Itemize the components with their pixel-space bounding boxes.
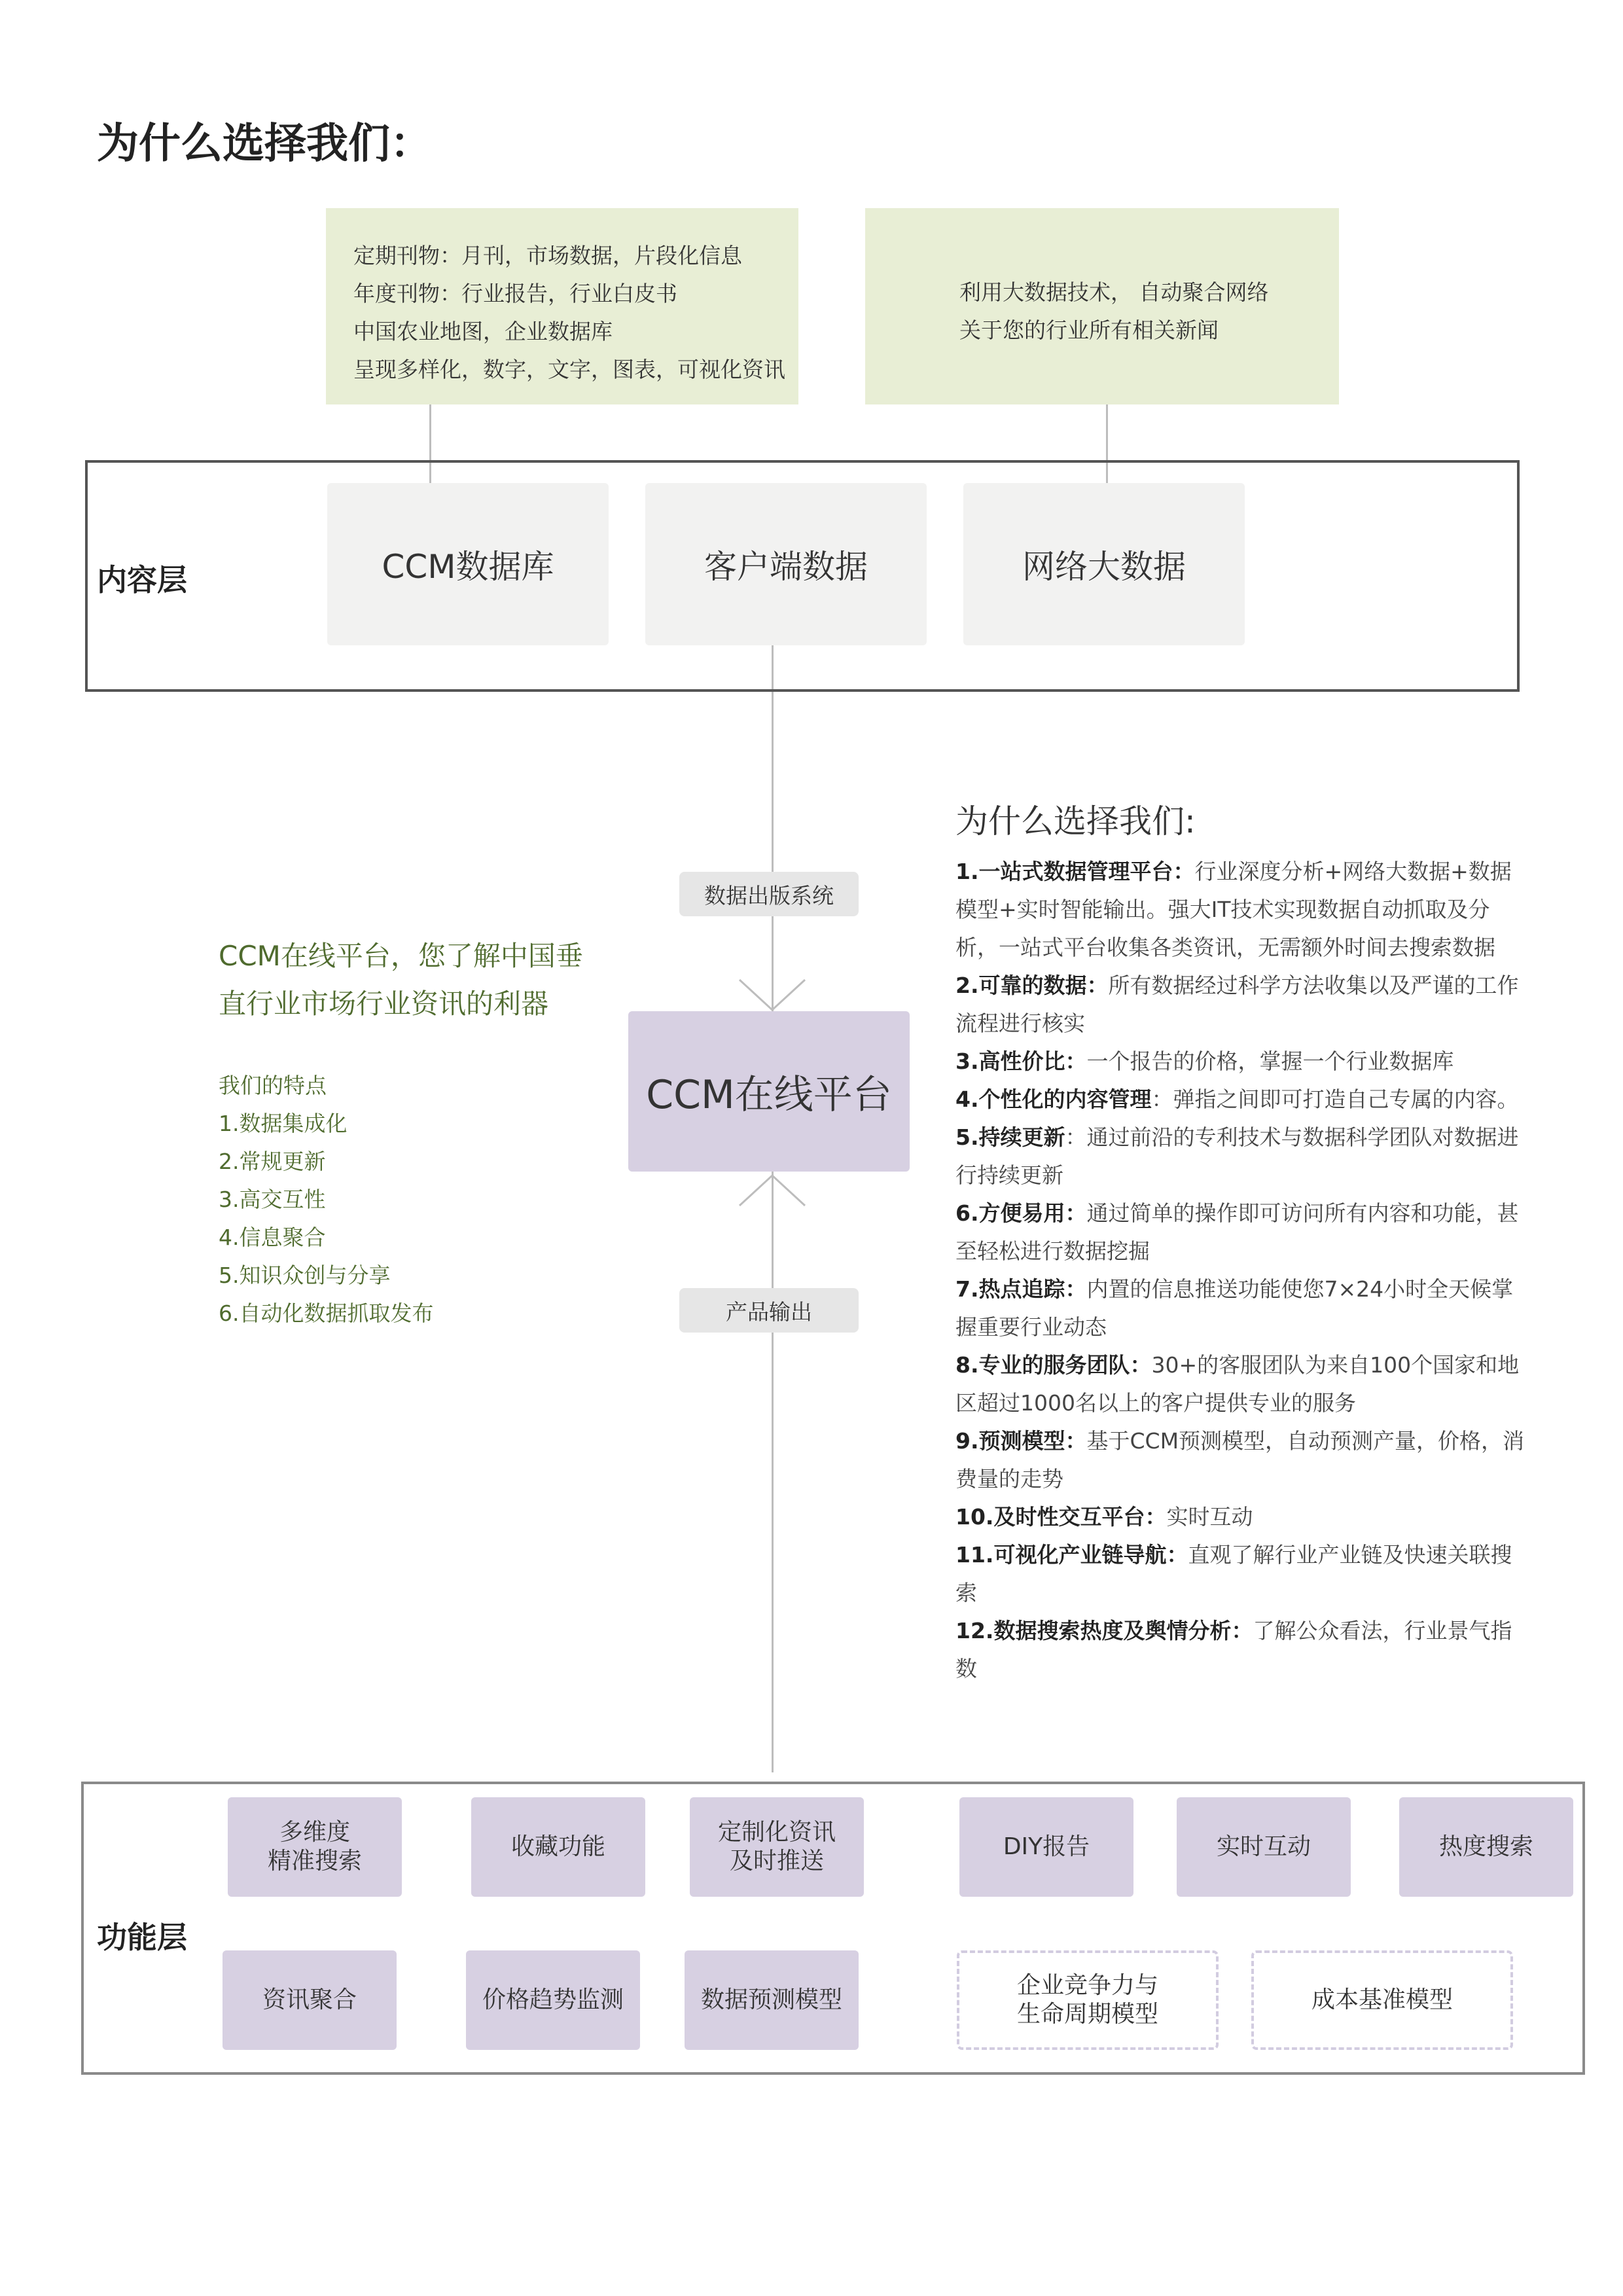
function-box-hot-search: 热度搜索: [1399, 1797, 1573, 1897]
why-item: 4.个性化的内容管理：弹指之间即可打造自己专属的内容。: [955, 1086, 1519, 1112]
function-box-realtime-interaction: 实时互动: [1177, 1797, 1351, 1897]
product-output-pill: 产品输出: [679, 1288, 859, 1333]
connector-line: [772, 645, 774, 1772]
function-box-news-aggregation: 资讯聚合: [223, 1950, 397, 2050]
feature-item: 1.数据集成化: [219, 1111, 348, 1136]
why-item: 12.数据搜索热度及舆情分析：了解公众看法，行业景气指数: [955, 1618, 1512, 1681]
why-item: 2.可靠的数据：所有数据经过科学方法收集以及严谨的工作流程进行核实: [955, 973, 1519, 1036]
content-layer-label: 内容层: [97, 562, 187, 598]
feature-item: 6.自动化数据抓取发布: [219, 1300, 434, 1326]
function-box-multi-search: 多维度 精准搜索: [228, 1797, 402, 1897]
publishing-system-pill: 数据出版系统: [679, 872, 859, 916]
function-box-favorites: 收藏功能: [471, 1797, 645, 1897]
big-data-source-box: [865, 208, 1339, 404]
function-box-competitiveness-model: 企业竞争力与 生命周期模型: [957, 1950, 1219, 2050]
network-big-data-card: 网络大数据: [963, 483, 1245, 645]
function-box-forecast-model: 数据预测模型: [685, 1950, 859, 2050]
source-line: 年度刊物：行业报告，行业白皮书: [353, 281, 677, 306]
why-item: 3.高性价比：一个报告的价格，掌握一个行业数据库: [955, 1049, 1454, 1074]
chevron-down-icon: [738, 978, 806, 1013]
features-title: 我们的特点: [219, 1073, 327, 1098]
ccm-online-platform-box: CCM在线平台: [628, 1011, 910, 1172]
periodicals-source-box: [326, 208, 798, 404]
page-title: 为什么选择我们：: [97, 120, 432, 168]
function-box-custom-push: 定制化资讯 及时推送: [690, 1797, 864, 1897]
function-box-price-trend: 价格趋势监测: [466, 1950, 640, 2050]
source-line: 中国农业地图，企业数据库: [353, 319, 613, 344]
why-item: 7.热点追踪：内置的信息推送功能使您7×24小时全天候掌握重要行业动态: [955, 1276, 1514, 1340]
why-item: 11.可视化产业链导航：直观了解行业产业链及快速关联搜索: [955, 1542, 1512, 1605]
feature-item: 2.常规更新: [219, 1149, 326, 1174]
intro-block: [219, 932, 583, 1028]
why-title: 为什么选择我们:: [955, 802, 1196, 840]
feature-item: 5.知识众创与分享: [219, 1263, 391, 1288]
source-line: 利用大数据技术， 自动聚合网络: [959, 279, 1269, 305]
client-data-card: 客户端数据: [645, 483, 927, 645]
why-item: 10.及时性交互平台：实时互动: [955, 1504, 1253, 1530]
why-item: 6.方便易用：通过简单的操作即可访问所有内容和功能，甚至轻松进行数据挖掘: [955, 1200, 1519, 1264]
chevron-up-icon: [738, 1173, 806, 1207]
why-item: 8.专业的服务团队：30+的客服团队为来自100个国家和地区超过1000名以上的客户提供专业的服务: [955, 1352, 1520, 1416]
function-box-diy-report: DIY报告: [959, 1797, 1133, 1897]
why-item: 1.一站式数据管理平台：行业深度分析+网络大数据+数据模型+实时智能输出。强大IT技术实现数据自动抓取及分析，一站式平台收集各类资讯，无需额外时间去搜索数据: [955, 859, 1512, 960]
intro-text: CCM在线平台，您了解中国垂: [219, 940, 583, 972]
ccm-database-card: CCM数据库: [327, 483, 609, 645]
function-box-cost-benchmark: 成本基准模型: [1251, 1950, 1513, 2050]
features-list: [219, 1067, 434, 1333]
feature-item: 4.信息聚合: [219, 1225, 326, 1250]
why-item: 9.预测模型：基于CCM预测模型，自动预测产量，价格，消费量的走势: [955, 1428, 1525, 1492]
why-list: [955, 853, 1531, 1688]
source-line: 关于您的行业所有相关新闻: [959, 317, 1219, 343]
intro-text: 直行业市场行业资讯的利器: [219, 988, 549, 1020]
why-item: 5.持续更新：通过前沿的专利技术与数据科学团队对数据进行持续更新: [955, 1124, 1519, 1188]
function-layer-label: 功能层: [97, 1920, 187, 1955]
source-line: 呈现多样化，数字，文字，图表，可视化资讯: [353, 357, 785, 382]
source-line: 定期刊物：月刊，市场数据，片段化信息: [353, 243, 742, 268]
feature-item: 3.高交互性: [219, 1187, 326, 1212]
